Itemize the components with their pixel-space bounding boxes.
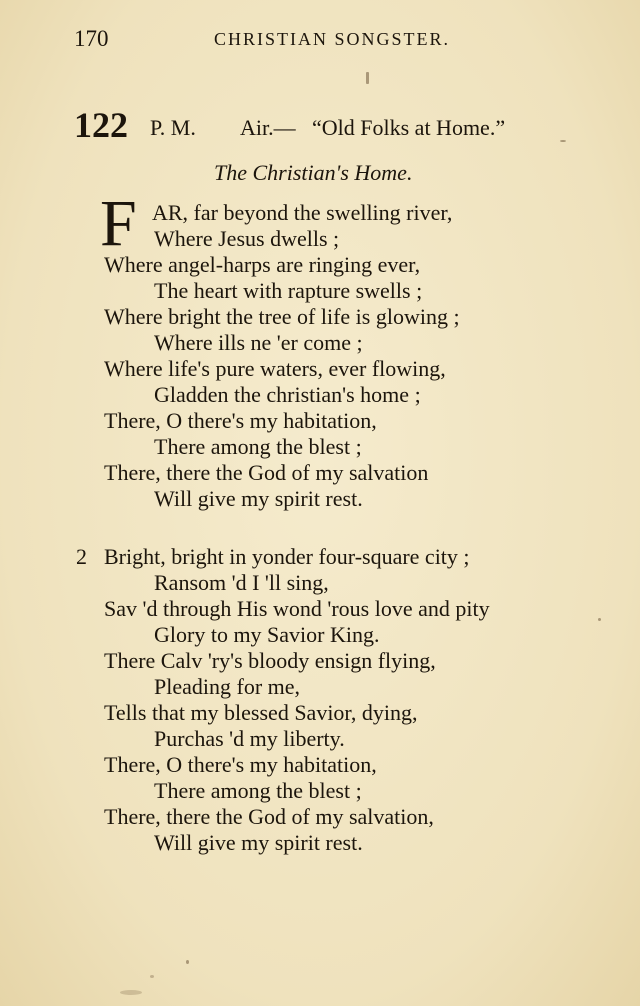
hymn-number: 122: [74, 105, 128, 145]
verse-line: Will give my spirit rest.: [154, 830, 363, 855]
verse-line: Tells that my blessed Savior, dying,: [104, 700, 418, 725]
running-title: CHRISTIAN SONGSTER.: [214, 29, 451, 49]
air-label: Air.—: [240, 115, 296, 140]
verse-line: Where life's pure waters, ever flowing,: [104, 356, 446, 381]
ink-mark: [366, 72, 369, 84]
ink-mark: [120, 990, 142, 995]
page-number: 170: [74, 26, 109, 51]
ink-mark: [598, 618, 601, 621]
verse-line: Where angel-harps are ringing ever,: [104, 252, 421, 277]
ink-mark: [560, 140, 566, 142]
ink-mark: [186, 960, 189, 964]
verse-line: Bright, bright in yonder four-square city ;: [104, 544, 470, 569]
running-header: [0, 26, 640, 56]
air-name: “Old Folks at Home.”: [312, 115, 506, 140]
verse-line: Ransom 'd I 'll sing,: [154, 570, 329, 595]
verse-line: Will give my spirit rest.: [154, 486, 363, 511]
verse-number: 2: [76, 544, 87, 569]
verse-line: Gladden the christian's home ;: [154, 382, 421, 407]
verse-line: There, O there's my habitation,: [104, 752, 377, 777]
verse-line: Sav 'd through His wond 'rous love and pity: [104, 596, 490, 621]
verse-line: There, there the God of my salvation: [104, 460, 429, 485]
verse-line: Where ills ne 'er come ;: [154, 330, 363, 355]
verse-line: Purchas 'd my liberty.: [154, 726, 345, 751]
hymn-title: The Christian's Home.: [214, 160, 413, 185]
verse-line: Glory to my Savior King.: [154, 622, 380, 647]
verse-line: There among the blest ;: [154, 434, 362, 459]
verse-line: AR, far beyond the swelling river,: [152, 200, 453, 225]
verse-line: Where bright the tree of life is glowing ;: [104, 304, 460, 329]
hymn-meter: P. M.: [150, 115, 196, 140]
verse-line: Pleading for me,: [154, 674, 301, 699]
verse-line: There Calv 'ry's bloody ensign flying,: [104, 648, 436, 673]
verse-line: There, O there's my habitation,: [104, 408, 377, 433]
verse-line: Where Jesus dwells ;: [154, 226, 340, 251]
drop-cap: F: [100, 187, 137, 260]
hymn-heading: [0, 104, 640, 154]
verse-line: The heart with rapture swells ;: [154, 278, 423, 303]
verse-line: There, there the God of my salvation,: [104, 804, 434, 829]
verse-line: There among the blest ;: [154, 778, 362, 803]
ink-mark: [150, 975, 154, 978]
